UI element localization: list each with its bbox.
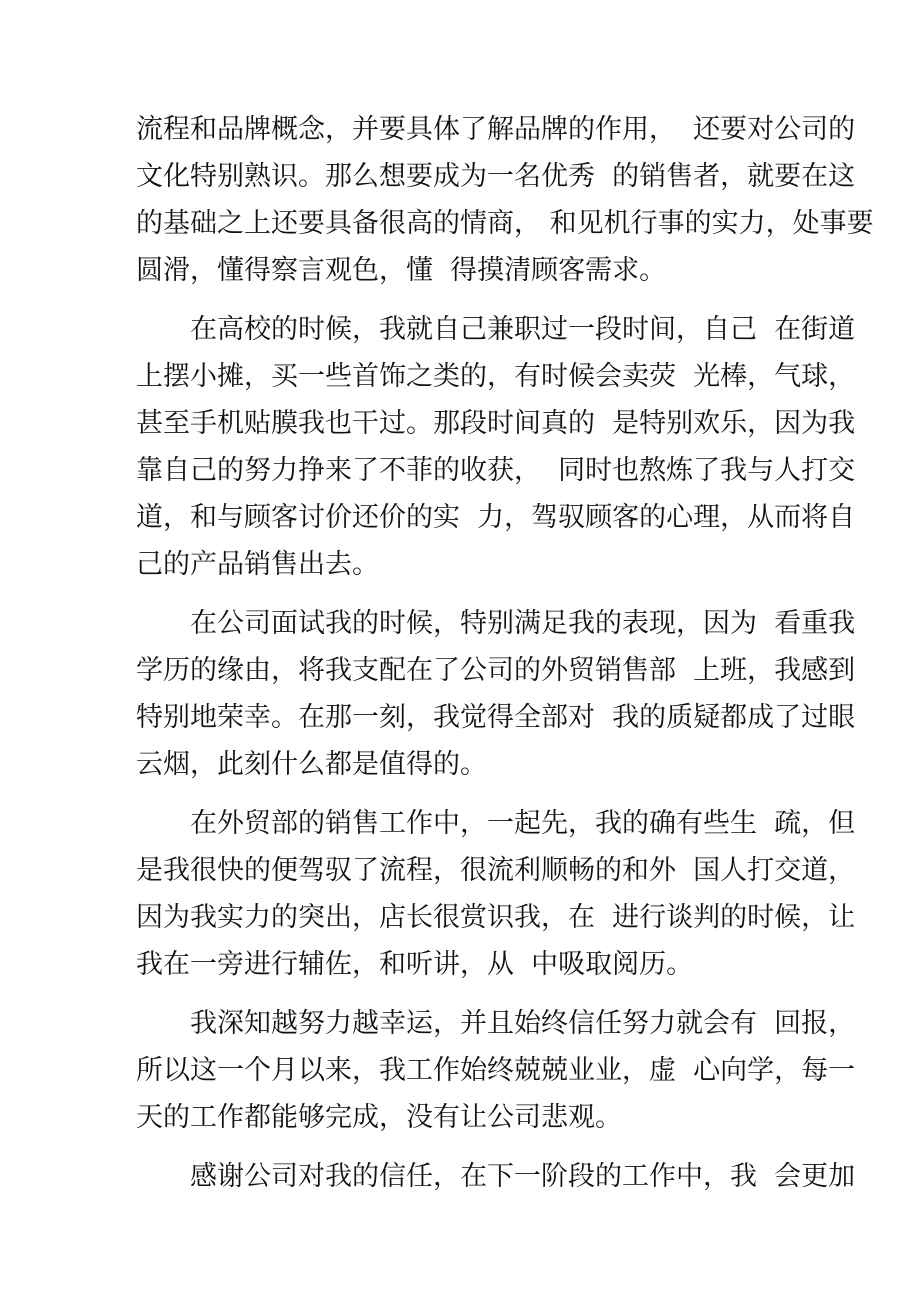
text-line: 在高校的时候，我就自己兼职过一段时间，自己 在街道 [190, 314, 856, 345]
text-line: 靠自己的努力挣来了不菲的收获， 同时也熬炼了我与人打交 [136, 455, 856, 486]
text-line: 甚至手机贴膜我也干过。那段时间真的 是特别欢乐，因为我 [136, 408, 856, 439]
text-line: 在外贸部的销售工作中，一起先，我的确有些生 疏，但 [190, 808, 856, 839]
text-line: 我在一旁进行辅佐，和听讲，从 中吸取阅历。 [136, 949, 694, 980]
paragraph-3 [136, 600, 856, 788]
text-line: 我深知越努力越幸运，并且始终信任努力就会有 回报， [190, 1008, 856, 1039]
text-line: 己的产品销售出去。 [136, 549, 379, 580]
paragraph-1 [136, 106, 874, 294]
text-line: 所以这一个月以来，我工作始终兢兢业业，虚 心向学，每一 [136, 1055, 856, 1086]
text-line: 上摆小摊，买一些首饰之类的，有时候会卖荧 光棒，气球， [136, 361, 856, 392]
text-line: 云烟，此刻什么都是值得的。 [136, 749, 487, 780]
text-line: 道，和与顾客讨价还价的实 力，驾驭顾客的心理，从而将自 [136, 502, 856, 533]
text-line: 是我很快的便驾驭了流程，很流利顺畅的和外 国人打交道， [136, 855, 856, 886]
text-line: 流程和品牌概念，并要具体了解品牌的作用， 还要对公司的 [136, 114, 856, 145]
text-line: 文化特别熟识。那么想要成为一名优秀 的销售者，就要在这 [136, 161, 856, 192]
text-line: 感谢公司对我的信任，在下一阶段的工作中，我 会更加 [190, 1161, 856, 1192]
text-line: 因为我实力的突出，店长很赏识我，在 进行谈判的时候，让 [136, 902, 856, 933]
text-line: 圆滑，懂得察言观色，懂 得摸清顾客需求。 [136, 255, 667, 286]
text-line: 在公司面试我的时候，特别满足我的表现，因为 看重我 [190, 608, 856, 639]
body-text [136, 106, 874, 1200]
paragraph-5 [136, 1000, 856, 1141]
paragraph-4 [136, 800, 856, 988]
paragraph-6 [136, 1153, 856, 1200]
text-line: 学历的缘由，将我支配在了公司的外贸销售部 上班，我感到 [136, 655, 856, 686]
text-line: 天的工作都能够完成，没有让公司悲观。 [136, 1102, 622, 1133]
paragraph-2 [136, 306, 856, 588]
text-line: 的基础之上还要具备很高的情商， 和见机行事的实力，处事要 [136, 208, 874, 239]
text-line: 特别地荣幸。在那一刻，我觉得全部对 我的质疑都成了过眼 [136, 702, 856, 733]
